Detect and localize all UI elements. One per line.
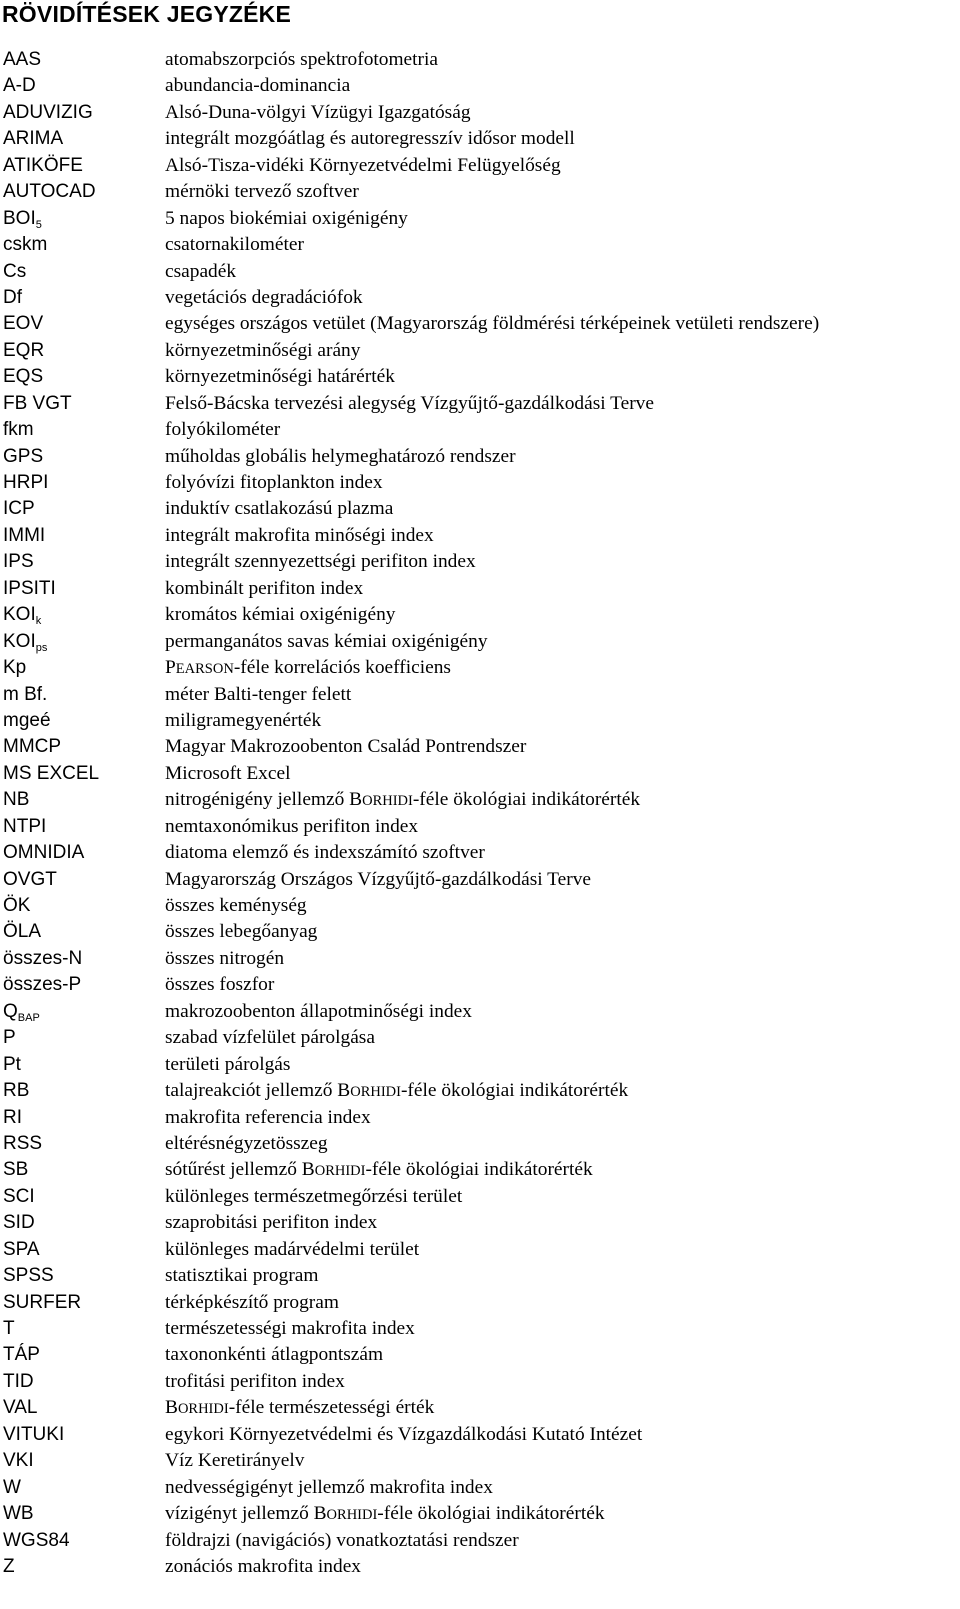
abbreviation-term [3,1157,28,1183]
abbreviation-subscript: BAP [17,1011,40,1024]
abbreviation-row [0,814,960,840]
abbreviation-row [0,496,960,522]
abbreviation-definition: trofitási perifiton index [165,1370,345,1392]
abbreviation-text: TID [3,1370,34,1392]
abbreviation-row [0,1131,960,1157]
abbreviation-text: Cs [3,260,27,282]
abbreviation-term [3,1475,21,1501]
abbreviation-text: T [3,1318,15,1339]
abbreviation-text: AUTOCAD [3,181,96,203]
abbreviation-term [3,153,83,179]
abbreviation-row [0,311,960,337]
abbreviation-definition: egykori Környezetvédelmi és Vízgazdálkodási Kutató Intézet [165,1423,643,1445]
abbreviation-definition: földrajzi (navigációs) vonatkoztatási rendszer [165,1529,519,1551]
abbreviation-definition: csatornakilométer [165,234,304,256]
abbreviation-definition: permanganátos savas kémiai oxigénigény [165,630,488,652]
definition-part: ORHIDI [326,1507,378,1524]
abbreviation-row [0,761,960,787]
abbreviation-term [3,1448,34,1474]
abbreviation-text: BOI [3,207,36,229]
abbreviation-term [3,1290,81,1316]
abbreviation-definition: kombinált perifiton index [165,577,364,599]
abbreviation-definition: mérnöki tervező szoftver [165,181,359,203]
abbreviation-term [3,311,43,337]
abbreviation-text: összes-P [3,974,82,996]
abbreviation-row [0,179,960,205]
abbreviation-definition: vegetációs degradációfok [165,286,363,308]
abbreviation-definition: összes nitrogén [165,947,285,969]
definition-part: ORHIDI [350,1084,401,1101]
abbreviation-row [0,285,960,311]
abbreviation-term [3,576,56,602]
abbreviation-text: W [3,1476,21,1498]
abbreviation-row [0,999,960,1025]
abbreviation-text: fkm [3,419,34,441]
abbreviation-definition: integrált makrofita minőségi index [165,524,434,546]
abbreviation-subscript: ps [35,641,48,654]
abbreviation-row [0,417,960,443]
abbreviation-text: HRPI [3,472,49,493]
abbreviation-row [0,1369,960,1395]
abbreviation-definition: makrozoobenton állapotminőségi index [165,1000,472,1022]
abbreviation-term [3,1052,21,1078]
abbreviation-term [3,338,44,364]
abbreviation-row [0,708,960,734]
abbreviation-text: ICP [3,498,35,520]
definition-part: -féle természetességi érték [228,1397,435,1419]
abbreviation-row [0,1237,960,1263]
abbreviation-term [3,1422,64,1448]
abbreviation-definition: szaprobitási perifiton index [165,1212,378,1234]
abbreviation-text: GPS [3,445,44,467]
abbreviation-subscript: k [35,615,42,628]
abbreviation-term [3,523,45,549]
abbreviation-row [0,629,960,655]
abbreviation-text: EQR [3,339,45,361]
abbreviation-term [3,126,63,152]
abbreviation-text: WGS84 [3,1529,70,1551]
definition-part: ORHIDI [362,793,413,810]
abbreviation-text: ÖK [3,895,31,916]
abbreviation-row [0,259,960,285]
abbreviation-definition: Víz Keretirányelv [165,1450,305,1472]
abbreviation-text: ARIMA [3,128,64,150]
abbreviation-definition [165,787,640,814]
abbreviation-text: AAS [3,49,42,70]
abbreviation-definition [165,1157,593,1184]
abbreviation-text: KOI [3,630,36,652]
abbreviation-term [3,47,41,73]
abbreviation-text: OVGT [3,868,57,890]
abbreviation-row [0,232,960,258]
abbreviation-definition: atomabszorpciós spektrofotometria [165,49,439,70]
definition-part: -féle ökológiai indikátorérték [377,1503,605,1525]
abbreviation-row [0,153,960,179]
abbreviation-text: IPSITI [3,577,56,599]
abbreviation-definition: egységes országos vetület (Magyarország földmérési térképeinek vetületi rendszere) [165,313,820,335]
abbreviation-definition: nemtaxonómikus perifiton index [165,815,419,837]
abbreviation-definition: makrofita referencia index [165,1106,371,1128]
abbreviation-row [0,47,960,73]
abbreviation-row [0,734,960,760]
abbreviation-term [3,655,26,681]
abbreviation-term [3,1210,35,1236]
abbreviation-row [0,1475,960,1501]
abbreviation-definition: folyókilométer [165,419,281,441]
abbreviation-subscript: 5 [35,218,42,231]
abbreviation-row [0,391,960,417]
abbreviation-row [0,338,960,364]
abbreviation-term [3,682,47,708]
abbreviation-text: IPS [3,551,34,573]
abbreviation-row [0,682,960,708]
definition-part: EARSON [175,661,234,678]
abbreviation-text: A-D [3,75,36,97]
abbreviation-row [0,1395,960,1421]
abbreviation-text: mgeé [3,709,51,731]
abbreviation-text: Df [3,286,22,308]
abbreviation-text: VKI [3,1450,34,1472]
abbreviation-term [3,259,26,285]
abbreviation-text: összes-N [3,947,83,969]
abbreviation-row [0,787,960,813]
abbreviation-text: SCI [3,1185,35,1207]
definition-part: vízigényt jellemző B [165,1503,327,1525]
abbreviation-definition: Alsó-Tisza-vidéki Környezetvédelmi Felügyelőség [165,154,561,176]
abbreviation-row [0,470,960,496]
abbreviation-definition: környezetminőségi határérték [165,366,395,388]
abbreviation-row [0,1078,960,1104]
abbreviation-text: NTPI [3,815,47,837]
abbreviation-term [3,1184,35,1210]
abbreviation-text: RSS [3,1132,43,1154]
abbreviation-row [0,1263,960,1289]
abbreviation-term [3,946,82,972]
abbreviation-term [3,1131,42,1157]
abbreviation-definition: összes foszfor [165,974,275,996]
abbreviation-text: Kp [3,657,27,679]
abbreviation-definition: zonációs makrofita index [165,1555,361,1577]
abbreviation-row [0,444,960,470]
abbreviation-term [3,761,99,787]
abbreviation-definition: Felső-Bácska tervezési alegység Vízgyűjtő-gazdálkodási Terve [165,392,654,414]
abbreviation-term [3,1554,15,1580]
abbreviation-definition: 5 napos biokémiai oxigénigény [165,207,408,229]
abbreviation-definition: nedvességigényt jellemző makrofita index [165,1476,493,1498]
abbreviation-row [0,1184,960,1210]
abbreviation-text: Pt [3,1053,21,1075]
abbreviation-definition: különleges természetmegőrzési terület [165,1185,463,1207]
abbreviation-term [3,1342,40,1368]
abbreviation-text: FB VGT [3,392,72,414]
abbreviation-term [3,364,43,390]
abbreviation-definition: folyóvízi fitoplankton index [165,472,383,493]
abbreviation-row [0,1528,960,1554]
abbreviation-row [0,549,960,575]
abbreviation-definition: integrált szennyezettségi perifiton index [165,551,476,573]
abbreviation-term [3,391,72,417]
abbreviation-definition: miligramegyenérték [165,709,322,731]
definition-part: -féle ökológiai indikátorérték [400,1080,629,1102]
abbreviation-text: SB [3,1159,29,1181]
abbreviation-term [3,417,34,443]
abbreviation-row [0,1157,960,1183]
abbreviation-term [3,1369,34,1395]
abbreviation-row [0,576,960,602]
abbreviation-text: Z [3,1555,15,1577]
abbreviation-term [3,972,81,998]
abbreviation-term [3,734,61,760]
definition-part: -féle ökológiai indikátorérték [412,789,641,811]
abbreviation-row [0,867,960,893]
abbreviation-definition: területi párolgás [165,1053,291,1075]
abbreviation-text: EOV [3,313,44,335]
abbreviation-term [3,1316,15,1342]
abbreviation-term [3,1105,22,1131]
abbreviation-definition: csapadék [165,260,237,282]
abbreviation-text: NB [3,789,30,811]
abbreviation-text: ÖLA [3,921,42,943]
abbreviation-row [0,523,960,549]
abbreviation-definition [165,1395,434,1422]
abbreviation-text: SURFER [3,1291,82,1313]
abbreviation-definition: kromátos kémiai oxigénigény [165,604,396,626]
abbreviation-row [0,126,960,152]
abbreviation-term [3,1078,29,1104]
abbreviation-definition: taxononkénti átlagpontszám [165,1344,384,1366]
abbreviation-text: OMNIDIA [3,842,85,864]
abbreviation-definition [165,1501,605,1528]
abbreviation-definition: integrált mozgóátlag és autoregresszív idősor modell [165,128,575,150]
abbreviation-text: m Bf. [3,683,48,705]
abbreviation-definition: diatoma elemző és indexszámító szoftver [165,842,485,864]
abbreviation-term [3,73,36,99]
abbreviation-row [0,893,960,919]
abbreviation-term [3,179,96,205]
abbreviation-term [3,787,29,813]
abbreviation-definition: környezetminőségi arány [165,339,361,361]
abbreviation-text: ATIKÖFE [3,154,83,176]
abbreviation-definition: statisztikai program [165,1265,319,1287]
abbreviation-row [0,919,960,945]
abbreviation-term [3,100,93,126]
abbreviation-definition: Alsó-Duna-völgyi Vízügyi Igazgatóság [165,101,471,123]
definition-part: P [165,657,176,679]
abbreviation-row [0,1025,960,1051]
abbreviation-row [0,602,960,628]
abbreviation-row [0,1290,960,1316]
abbreviation-row [0,1501,960,1527]
abbreviation-text: SID [3,1212,35,1234]
abbreviation-definition [165,1078,628,1105]
abbreviation-row [0,840,960,866]
abbreviation-term [3,470,48,496]
abbreviation-term [3,285,22,311]
abbreviation-text: MS EXCEL [3,762,100,784]
abbreviation-definition: induktív csatlakozású plazma [165,498,394,520]
abbreviation-row [0,946,960,972]
abbreviation-text: IMMI [3,524,46,546]
abbreviation-definition [165,655,451,682]
definition-part: -féle korrelációs koefficiens [233,657,451,679]
definition-part: B [165,1397,178,1419]
abbreviation-text: cskm [3,234,48,256]
abbreviation-term [3,1501,34,1527]
abbreviation-term [3,814,46,840]
abbreviation-text: WB [3,1503,34,1525]
abbreviation-text: KOI [3,604,36,626]
abbreviation-definition: különleges madárvédelmi terület [165,1238,420,1260]
page-title: RÖVIDÍTÉSEK JEGYZÉKE [2,1,292,27]
abbreviation-term [3,919,41,945]
abbreviation-row [0,73,960,99]
abbreviation-list [0,47,960,1580]
abbreviation-definition: eltérésnégyzetösszeg [165,1132,328,1154]
abbreviation-term [3,549,34,575]
abbreviation-term [3,1528,70,1554]
abbreviation-definition: összes lebegőanyag [165,921,318,943]
abbreviation-definition: Microsoft Excel [165,762,291,784]
definition-part: -féle ökológiai indikátorérték [365,1159,593,1181]
abbreviation-row [0,100,960,126]
abbreviation-term [3,444,43,470]
definition-part: nitrogénigény jellemző B [165,789,363,811]
abbreviation-text: SPSS [3,1265,54,1287]
abbreviation-row [0,1105,960,1131]
abbreviation-row [0,1554,960,1580]
abbreviation-text: EQS [3,366,44,388]
abbreviation-term [3,893,30,919]
definition-part: ORHIDI [314,1163,366,1180]
abbreviation-term [3,496,35,522]
abbreviation-row [0,1448,960,1474]
abbreviation-definition: térképkészítő program [165,1291,339,1313]
abbreviation-text: RB [3,1080,30,1102]
abbreviation-row [0,364,960,390]
definition-part: ORHIDI [177,1401,229,1418]
abbreviation-text: VAL [3,1397,38,1419]
abbreviation-term [3,1237,40,1263]
abbreviation-term [3,232,47,258]
abbreviation-term [3,867,57,893]
abbreviation-definition: összes keménység [165,895,307,916]
abbreviation-row [0,1052,960,1078]
abbreviation-row [0,1210,960,1236]
abbreviation-text: Q [3,1000,18,1022]
abbreviation-row [0,1422,960,1448]
abbreviation-term [3,840,84,866]
abbreviation-text: ADUVIZIG [3,101,93,123]
definition-part: sótűrést jellemző B [165,1159,315,1181]
abbreviation-definition: abundancia-dominancia [165,75,351,97]
abbreviation-term [3,1263,54,1289]
abbreviation-text: MMCP [3,736,62,758]
abbreviation-definition: természetességi makrofita index [165,1318,415,1339]
abbreviation-definition: szabad vízfelület párolgása [165,1027,375,1049]
abbreviation-term [3,708,51,734]
abbreviation-definition: Magyarország Országos Vízgyűjtő-gazdálkodási Terve [165,868,591,890]
abbreviation-text: TÁP [3,1344,40,1366]
definition-part: talajreakciót jellemző B [165,1080,351,1102]
abbreviation-row [0,972,960,998]
abbreviation-term [3,1025,16,1051]
abbreviation-text: RI [3,1106,22,1128]
abbreviation-row [0,1342,960,1368]
abbreviation-definition: Magyar Makrozoobenton Család Pontrendszer [165,736,527,758]
abbreviation-term [3,1395,38,1421]
abbreviation-definition: méter Balti-tenger felett [165,683,352,705]
abbreviation-text: VITUKI [3,1423,65,1445]
abbreviation-row [0,1316,960,1342]
abbreviation-row [0,655,960,681]
abbreviation-definition: műholdas globális helymeghatározó rendszer [165,445,516,467]
abbreviation-text: SPA [3,1238,40,1260]
abbreviation-text: P [3,1027,16,1049]
abbreviation-row [0,206,960,232]
